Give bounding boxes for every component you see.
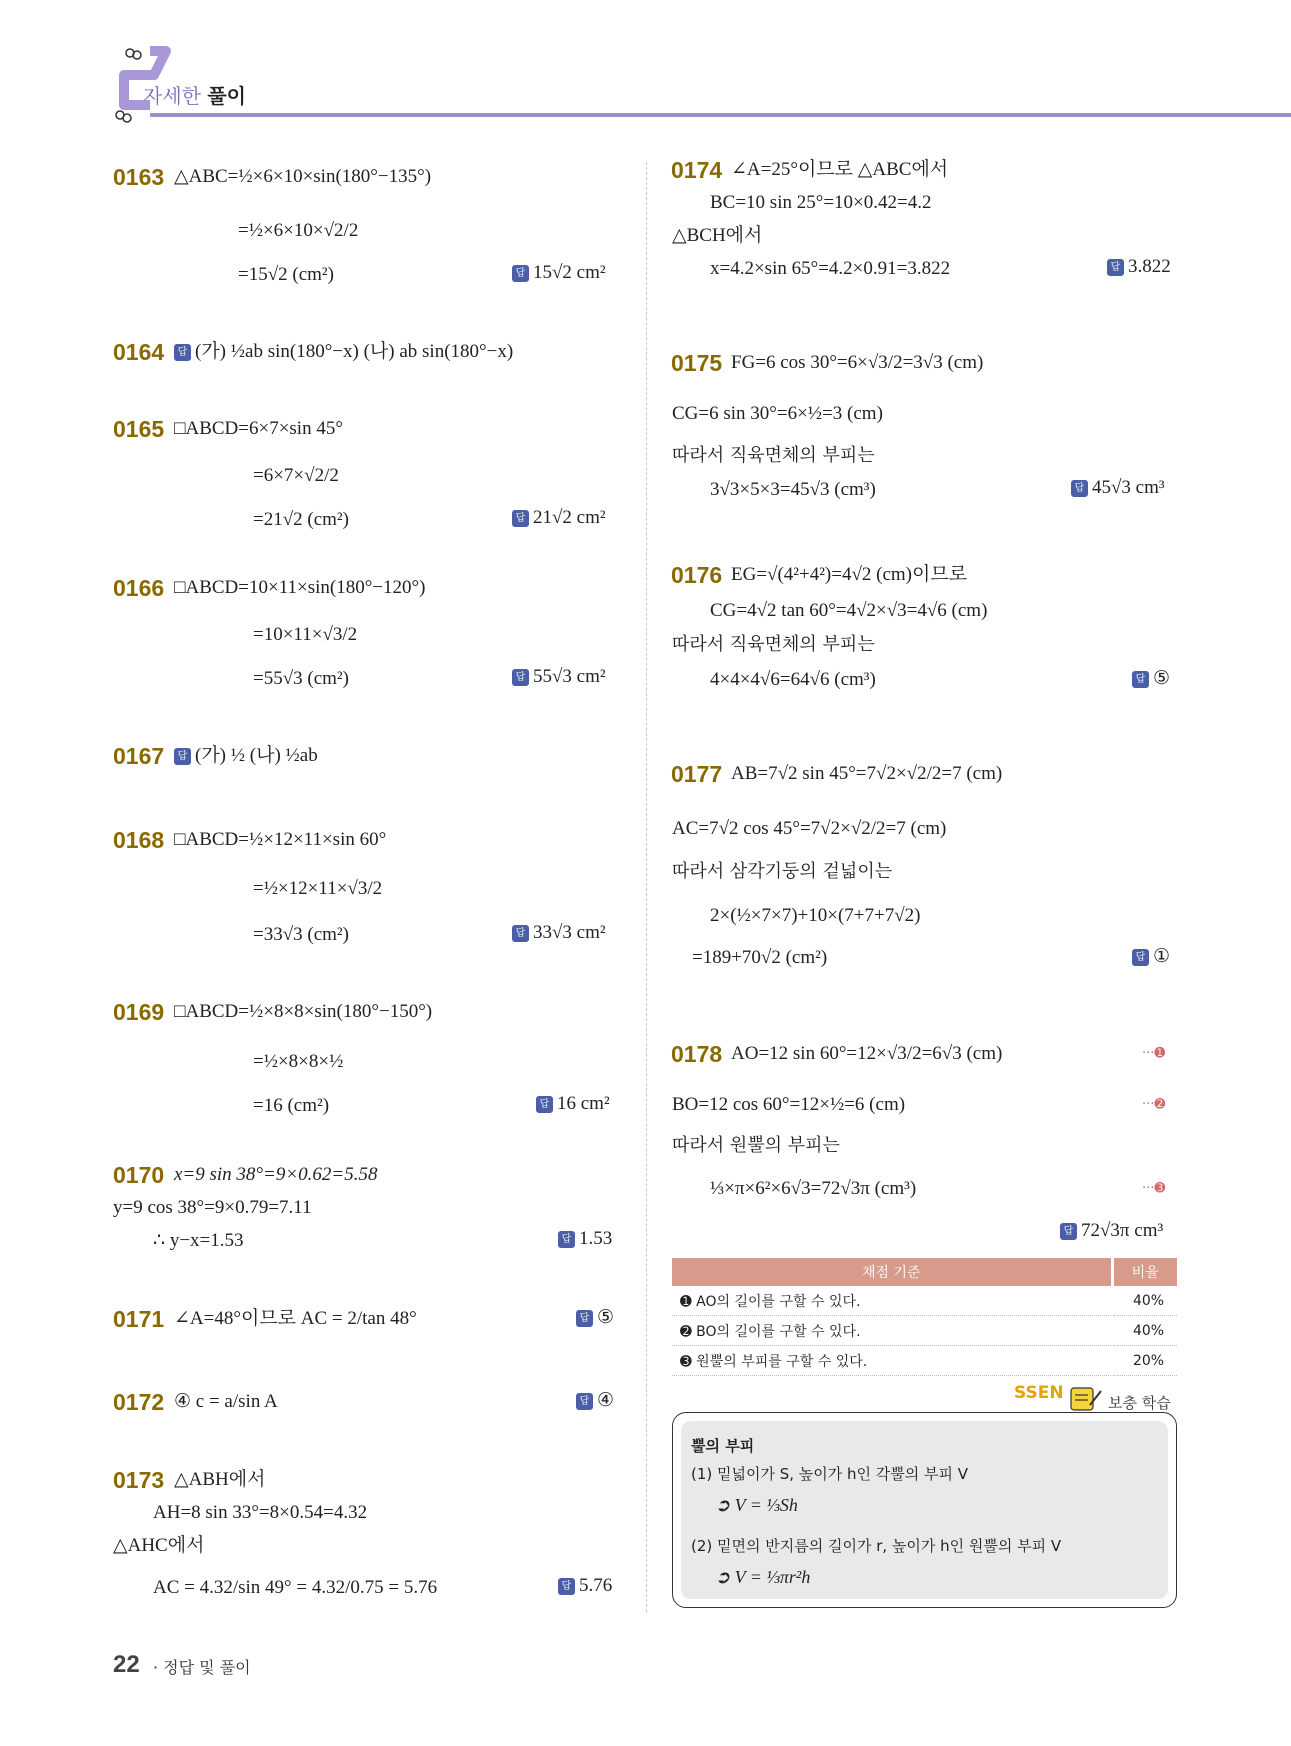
answer-icon: 답 (1107, 259, 1124, 276)
problem-number: 0169 (113, 999, 165, 1025)
supplement-box (672, 1412, 1177, 1608)
criteria-ratio: 40% (1112, 1316, 1177, 1346)
answer: 답 21√2 cm² (512, 507, 606, 529)
table-header-row (672, 1258, 1177, 1286)
answer-icon: 답 (1071, 480, 1088, 497)
answer: 답 55√3 cm² (512, 666, 606, 688)
supplement-formula-1: ➲ V = ⅓Sh (715, 1495, 798, 1515)
header-title: 자세한 풀이 (143, 84, 246, 108)
solution-line: 따라서 원뿔의 부피는 (672, 1135, 840, 1156)
note-icon (1068, 1383, 1104, 1413)
solution-line: 답 (가) ½ab sin(180°−x) (나) ab sin(180°−x) (174, 339, 513, 365)
answer-icon: 답 (1060, 1223, 1077, 1240)
solution-line: 3√3×5×3=45√3 (cm³) (710, 479, 876, 500)
criteria-header: 채점 기준 (672, 1258, 1112, 1286)
solution-line: □ABCD=10×11×sin(180°−120°) (174, 577, 426, 598)
ssen-badge: SSEN (1014, 1383, 1064, 1403)
answer: 답 3.822 (1107, 256, 1171, 278)
problem-number: 0175 (671, 350, 723, 376)
solution-line: CG=6 sin 30°=6×½=3 (cm) (672, 403, 883, 424)
solution-line: 답 (가) ½ (나) ½ab (174, 743, 318, 769)
answer-icon: 답 (512, 510, 529, 527)
supplement-item-1: (1) 밑넓이가 S, 높이가 h인 각뿔의 부피 V (691, 1465, 969, 1483)
answer-icon: 답 (512, 925, 529, 942)
answer: 답 ⑤ (576, 1306, 614, 1329)
header-rule (150, 113, 1291, 117)
solution-line: 4×4×4√6=64√6 (cm³) (710, 669, 876, 690)
solution-line: AO=12 sin 60°=12×√3/2=6√3 (cm) (731, 1043, 1003, 1064)
solution-line: △ABC=½×6×10×sin(180°−135°) (174, 166, 432, 187)
solution-line: AH=8 sin 33°=8×0.54=4.32 (153, 1502, 368, 1523)
solution-line: =6×7×√2/2 (253, 465, 339, 486)
solution-line: x=9 sin 38°=9×0.62=5.58 (174, 1164, 378, 1185)
solution-line: △BCH에서 (672, 225, 763, 246)
answer: 답 ① (1132, 945, 1170, 968)
page-number: 22 (113, 1651, 140, 1678)
answer-icon: 답 (558, 1231, 575, 1248)
solution-line: =½×12×11×√3/2 (253, 878, 383, 899)
answer: 답 72√3π cm³ (1060, 1220, 1163, 1242)
solution-line: =21√2 (cm²) (253, 509, 349, 530)
problem-number: 0167 (113, 743, 165, 769)
solution-line: =55√3 (cm²) (253, 668, 349, 689)
problem-number: 0177 (671, 761, 723, 787)
answer-icon: 답 (536, 1096, 553, 1113)
solution-line: 따라서 직육면체의 부피는 (672, 445, 875, 466)
answer: 답 45√3 cm³ (1071, 477, 1165, 499)
answer-icon: 답 (558, 1578, 575, 1595)
solution-line: =16 (cm²) (253, 1095, 330, 1116)
answer: 답 5.76 (558, 1575, 612, 1597)
answer: 답 1.53 (558, 1228, 612, 1250)
solution-line: EG=√(4²+4²)=4√2 (cm)이므로 (731, 564, 968, 585)
problem-number: 0174 (671, 157, 723, 183)
problem-number: 0165 (113, 416, 165, 442)
answer-icon: 답 (512, 669, 529, 686)
answer-icon: 답 (1132, 949, 1149, 966)
solution-line: =189+70√2 (cm²) (692, 947, 828, 968)
solution-line: □ABCD=6×7×sin 45° (174, 418, 343, 439)
solution-line: ∠A=48°이므로 AC = 2/tan 48° (174, 1308, 417, 1329)
supplement-panel (681, 1421, 1168, 1599)
answer: 답 ⑤ (1132, 667, 1170, 690)
problem-number: 0172 (113, 1389, 165, 1415)
answer: 답 15√2 cm² (512, 262, 606, 284)
solution-line: ⅓×π×6²×6√3=72√3π (cm³) (710, 1178, 917, 1199)
step-marker-1: ···➊ (1142, 1046, 1166, 1061)
solution-line: 따라서 삼각기둥의 겉넓이는 (672, 861, 893, 882)
table-row (672, 1316, 1177, 1346)
answer-icon: 답 (576, 1310, 593, 1327)
problem-number: 0173 (113, 1467, 165, 1493)
solution-line: 따라서 직육면체의 부피는 (672, 634, 875, 655)
answer-icon: 답 (576, 1393, 593, 1410)
solution-line: CG=4√2 tan 60°=4√2×√3=4√6 (cm) (710, 600, 988, 621)
supplement-label: 보충 학습 (1108, 1394, 1171, 1412)
solution-line: AC=7√2 cos 45°=7√2×√2/2=7 (cm) (672, 818, 947, 839)
solution-line: =33√3 (cm²) (253, 924, 349, 945)
solution-line: AB=7√2 sin 45°=7√2×√2/2=7 (cm) (731, 763, 1003, 784)
supplement-title: 뿔의 부피 (691, 1437, 755, 1455)
problem-number: 0168 (113, 827, 165, 853)
solution-line: △ABH에서 (174, 1469, 266, 1490)
criteria-ratio: 40% (1112, 1286, 1177, 1316)
footer-label: · 정답 및 풀이 (153, 1658, 251, 1677)
problem-number: 0178 (671, 1041, 723, 1067)
solution-line: ∴ y−x=1.53 (153, 1230, 244, 1251)
solution-line: =15√2 (cm²) (238, 264, 334, 285)
solution-line: FG=6 cos 30°=6×√3/2=3√3 (cm) (731, 352, 984, 373)
supplement-item-2: (2) 밑면의 반지름의 길이가 r, 높이가 h인 원뿔의 부피 V (691, 1537, 1062, 1555)
supplement-formula-2: ➲ V = ⅓πr²h (715, 1567, 811, 1587)
solution-line: =½×8×8×½ (253, 1051, 344, 1072)
criteria-item: ➋ BO의 길이를 구할 수 있다. (672, 1316, 1112, 1346)
problem-number: 0163 (113, 164, 165, 190)
answer: 답 ④ (576, 1389, 614, 1412)
answer-icon: 답 (174, 344, 191, 361)
solution-line: x=4.2×sin 65°=4.2×0.91=3.822 (710, 258, 951, 279)
criteria-item: ➊ AO의 길이를 구할 수 있다. (672, 1286, 1112, 1316)
solution-line: □ABCD=½×8×8×sin(180°−150°) (174, 1001, 433, 1022)
answer: 답 16 cm² (536, 1093, 610, 1115)
ratio-header: 비율 (1112, 1258, 1177, 1286)
solution-line: 2×(½×7×7)+10×(7+7+7√2) (710, 905, 921, 926)
problem-number: 0164 (113, 339, 165, 365)
solution-line: ④ c = a/sin A (174, 1391, 278, 1412)
problem-number: 0166 (113, 575, 165, 601)
solution-line: △AHC에서 (113, 1535, 205, 1556)
step-marker-2: ···➋ (1142, 1097, 1166, 1112)
criteria-ratio: 20% (1112, 1346, 1177, 1376)
table-row (672, 1286, 1177, 1316)
criteria-item: ➌ 원뿔의 부피를 구할 수 있다. (672, 1346, 1112, 1376)
step-marker-3: ···➌ (1142, 1181, 1166, 1196)
solution-line: y=9 cos 38°=9×0.79=7.11 (113, 1197, 312, 1218)
solution-line: □ABCD=½×12×11×sin 60° (174, 829, 387, 850)
solution-line: =10×11×√3/2 (253, 624, 358, 645)
scoring-criteria-table (672, 1258, 1177, 1376)
solution-line: BO=12 cos 60°=12×½=6 (cm) (672, 1094, 906, 1115)
solution-line: BC=10 sin 25°=10×0.42=4.2 (710, 192, 932, 213)
solution-line: ∠A=25°이므로 △ABC에서 (731, 159, 949, 180)
answer: 답 33√3 cm² (512, 922, 606, 944)
solution-line: AC = 4.32/sin 49° = 4.32/0.75 = 5.76 (153, 1577, 438, 1598)
column-divider (646, 162, 647, 1612)
answer-icon: 답 (1132, 671, 1149, 688)
answer-icon: 답 (512, 265, 529, 282)
problem-number: 0176 (671, 562, 723, 588)
table-row (672, 1346, 1177, 1376)
problem-number: 0171 (113, 1306, 165, 1332)
problem-number: 0170 (113, 1162, 165, 1188)
solution-line: =½×6×10×√2/2 (238, 220, 359, 241)
answer-icon: 답 (174, 748, 191, 765)
